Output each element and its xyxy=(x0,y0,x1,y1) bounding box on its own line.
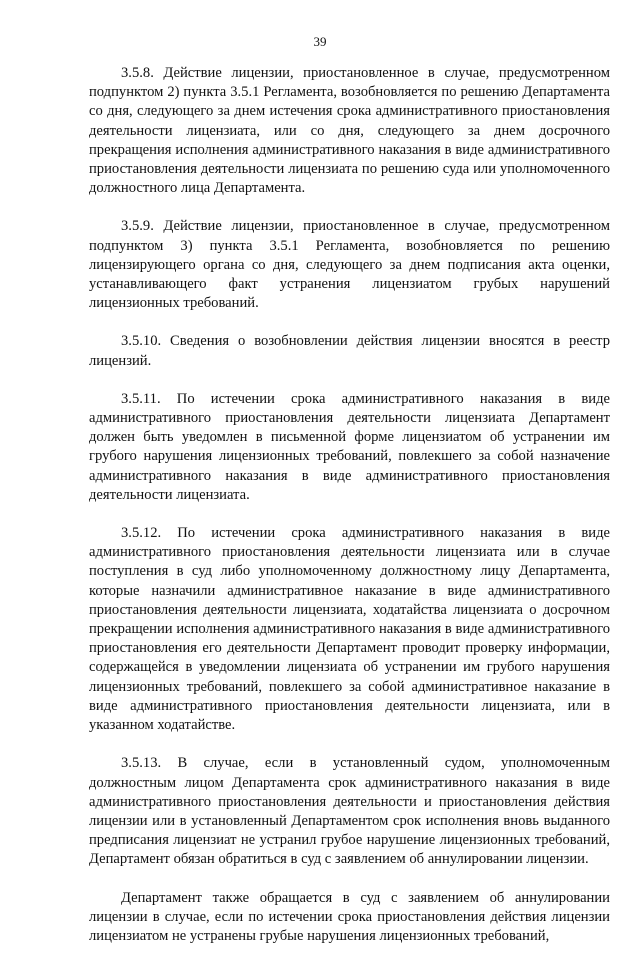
paragraph-3-5-12: 3.5.12. По истечении срока административного наказания в виде административного приостановления деятельности лицензиата или в случае поступления в суд либо уполномоченному должностному лицу Департамента, которые назначили административное наказание в виде административного приостановления деятельности лицензиата, ходатайства лицензиата о досрочном прекращении исполнения административного наказания в виде административного приостановления его деятельности Департамент проводит проверку информации, содержащейся в уведомлении лицензиата об устранении им грубого нарушения лицензионных требований, повлекшего за собой административное наказание в виде административного приостановления деятельности лицензиата, или в указанном ходатайстве. xyxy=(89,525,610,734)
page-number: 39 xyxy=(313,34,327,49)
paragraph-annulment-continuation: Департамент также обращается в суд с заявлением об аннулировании лицензии в случае, если по истечении срока приостановления действия лицензии лицензиатом не устранены грубые нарушения лицензионных требований, xyxy=(89,889,610,944)
document-body xyxy=(89,64,610,965)
paragraph-3-5-9: 3.5.9. Действие лицензии, приостановленное в случае, предусмотренном подпунктом 3) пункта 3.5.1 Регламента, возобновляется по решению лицензирующего органа со дня, следующего за днем подписания акта оценки, устанавливающего факт устранения лицензиатом грубых нарушений лицензионных требований. xyxy=(89,218,610,312)
paragraph-3-5-13: 3.5.13. В случае, если в установленный судом, уполномоченным должностным лицом Департамента срок административного наказания в виде административного приостановления деятельности и приостановления действия лицензии или в установленный Департаментом срок исполнения вновь выданного предписания лицензиат не устранил грубое нарушение лицензионных требований, Департамент обязан обратиться в суд с заявлением об аннулировании лицензии. xyxy=(89,755,610,868)
paragraph-3-5-10: 3.5.10. Сведения о возобновлении действия лицензии вносятся в реестр лицензий. xyxy=(89,333,610,369)
paragraph-3-5-8: 3.5.8. Действие лицензии, приостановленное в случае, предусмотренном подпунктом 2) пункта 3.5.1 Регламента, возобновляется по решению Департамента со дня, следующего за днем истечения срока административного приостановления деятельности лицензиата, или со дня, следующего за днем досрочного прекращения исполнения административного наказания в виде административного приостановления деятельности лицензиата по решению суда или уполномоченного должностного лица Департамента. xyxy=(89,65,610,197)
paragraph-3-5-11: 3.5.11. По истечении срока административного наказания в виде административного приостановления деятельности лицензиата Департамент должен быть уведомлен в письменной форме лицензиатом об устранении им грубого нарушения лицензионных требований, повлекшего за собой назначение административного наказания в виде административного приостановления деятельности лицензиата. xyxy=(89,390,610,503)
